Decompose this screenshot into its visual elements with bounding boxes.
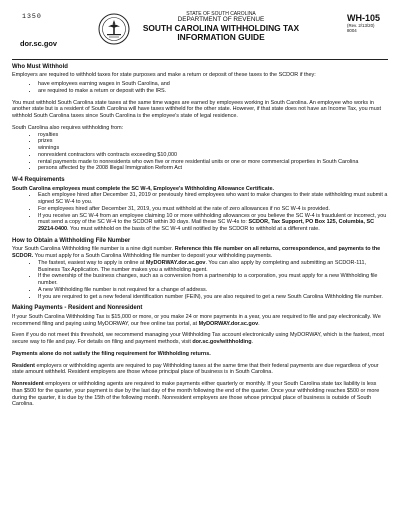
paragraph	[12, 314, 388, 328]
document-header	[12, 9, 388, 60]
text-run: employers or withholding agents are required to make payments either quarterly or monthly. If your South Carolina state tax liability is less than $500 for the quarter, your payment is due by the last day of the month following the end of the quarter. Once your withholding reaches $500 or more during the quarter, it is due by the 15th of the following month. Nonresident employers are those whose principal place of business is outside of South Carolina.	[12, 381, 380, 408]
paragraph	[12, 351, 388, 358]
agency-block	[136, 12, 306, 42]
text-run: If you receive an SC W-4 from an employee claiming 10 or more withholding allowances or you believe the SC W-4 is fraudulent or incorrect, you must send a copy of the SC W-4 to the SCDOR within 30 days. Mail these SC W-4s to:	[38, 212, 387, 226]
mydorway-link[interactable]: MyDORWAY.dor.sc.gov	[145, 259, 206, 266]
paragraph	[12, 332, 388, 346]
list-item: • A new Withholding file number is not required for a change of address.	[38, 287, 388, 294]
text-run: employers or withholding agents are required to pay Withholding taxes at the same time that their federal payments are due regardless of your state amount withheld. Resident employers are those whose principal place of business is in South Carolina.	[12, 362, 379, 376]
document-body	[12, 64, 388, 408]
bullet-list	[12, 192, 388, 233]
list-item	[38, 213, 388, 233]
section-heading: How to Obtain a Withholding File Number	[12, 237, 131, 244]
list-item: • royalties	[38, 132, 388, 139]
list-item: • rental payments made to nonresidents who own five or more residential units or one or more commercial properties in South Carolina	[38, 159, 388, 166]
list-item	[38, 260, 388, 274]
bold-text: South Carolina employees must complete the SC W-4, Employee's Withholding Allowance Certificate.	[12, 185, 274, 192]
form-code: 8004	[346, 28, 357, 34]
form-id-block	[347, 13, 380, 34]
paragraph: Employers are required to withhold taxes for state purposes and make a return or deposit of these taxes to the SCDOR if they:	[12, 72, 316, 79]
list-item: • persons affected by the 2008 Illegal Immigration Reform Act	[38, 165, 388, 172]
list-item: • have employees earning wages in South Carolina, and	[38, 81, 388, 88]
bold-text: Payments alone do not satisfy the filing requirement for Withholding returns.	[12, 350, 211, 357]
form-number: 1350	[22, 13, 42, 20]
text-run: .	[258, 320, 260, 327]
section-heading: Making Payments - Resident and Nonresident	[12, 305, 143, 312]
list-item: • For employees hired after December 31, 2019, you must withhold at the rate of zero allowances if no SC W-4 is provided.	[38, 206, 388, 213]
department-line: DEPARTMENT OF REVENUE	[177, 16, 265, 24]
section-heading: Who Must Withhold	[12, 64, 68, 70]
bullet-list	[12, 132, 388, 173]
list-item: • are required to make a return or deposit with the IRS.	[38, 88, 388, 95]
paragraph	[12, 363, 388, 377]
list-item: • prizes	[38, 138, 388, 145]
text-run: . You can also apply by completing and submitting an SCDOR-111, Business Tax Application. The number makes you a withholding agent.	[38, 259, 367, 273]
website-label: dor.sc.gov	[20, 39, 57, 48]
text-run: If your South Carolina Withholding Tax is $15,000 or more, or you make 24 or more payments in a year, you are required to file and pay electronically. We recommend filing and paying using MyDORWAY, our free online tax portal, at	[12, 313, 381, 327]
document-title-2: INFORMATION GUIDE	[177, 31, 265, 42]
document-title-1: SOUTH CAROLINA WITHHOLDING TAX	[142, 22, 300, 33]
paragraph	[12, 246, 388, 260]
list-item: • nonresident contractors with contracts exceeding $10,000	[38, 152, 388, 159]
list-item: • If you are required to get a new federal identification number (FEIN), you are also required to get a new South Carolina Withholding file number.	[38, 294, 388, 301]
state-seal-icon	[98, 13, 130, 45]
paragraph: You must withhold South Carolina state taxes at the same time wages are earned by employees working in South Carolina. An employee who works in another state but is a resident of South Carolina will have taxes withheld for the other state. However, if that state does not have an Income Tax, you must withhold South Carolina taxes since South Carolina is the employee's state of legal residence.	[12, 99, 381, 120]
withholding-link[interactable]: dor.sc.gov/withholding	[192, 339, 252, 345]
list-item: • If the ownership of the business changes, such as a conversion from a partnership to a corporation, you must apply for a new Withholding file number.	[38, 273, 388, 287]
bullet-list	[12, 81, 388, 95]
text-run: Even if you do not meet this threshold, we recommend managing your Withholding Tax account electronically using MyDORWAY, which is the fastest, most secure way to file and pay. For details on filing and payment methods, visit	[12, 332, 385, 345]
form-revision: (Rev. 2/13/20)	[346, 23, 375, 28]
list-item: • winnings	[38, 145, 388, 152]
bullet-list	[12, 260, 388, 301]
form-id: WH-105	[346, 13, 380, 23]
mailing-address: SCDOR, Tax Support, PO Box 125, Columbia, SC 29214-0400	[38, 219, 375, 233]
bold-text: Reference this file number on all returns, correspondence, and payments to the SCDOR.	[12, 246, 381, 260]
bold-text: Resident	[12, 362, 35, 369]
text-run: You must apply for a South Carolina Withholding file number to deposit your withholding payments.	[33, 253, 273, 260]
paragraph	[12, 381, 388, 408]
mydorway-link[interactable]: MyDORWAY.dor.sc.gov	[198, 320, 259, 327]
paragraph	[12, 186, 388, 193]
paragraph: South Carolina also requires withholding from:	[12, 124, 124, 131]
bold-text: Nonresident	[12, 381, 44, 387]
list-item: • Each employee hired after December 31, 2019 or previously hired employees who want to make changes to their state withholding must submit a signed SC W-4 to you.	[38, 192, 388, 206]
text-run: Your South Carolina Withholding file number is a nine digit number.	[12, 246, 175, 253]
text-run: . You must withhold on the basis of the SC W-4 until notified by the SCDOR to withhold at a different rate.	[67, 226, 320, 233]
text-run: The fastest, easiest way to apply is online at	[38, 259, 146, 266]
text-run: .	[251, 339, 254, 345]
state-line: STATE OF SOUTH CAROLINA	[186, 11, 256, 17]
section-heading: W-4 Requirements	[12, 177, 65, 184]
